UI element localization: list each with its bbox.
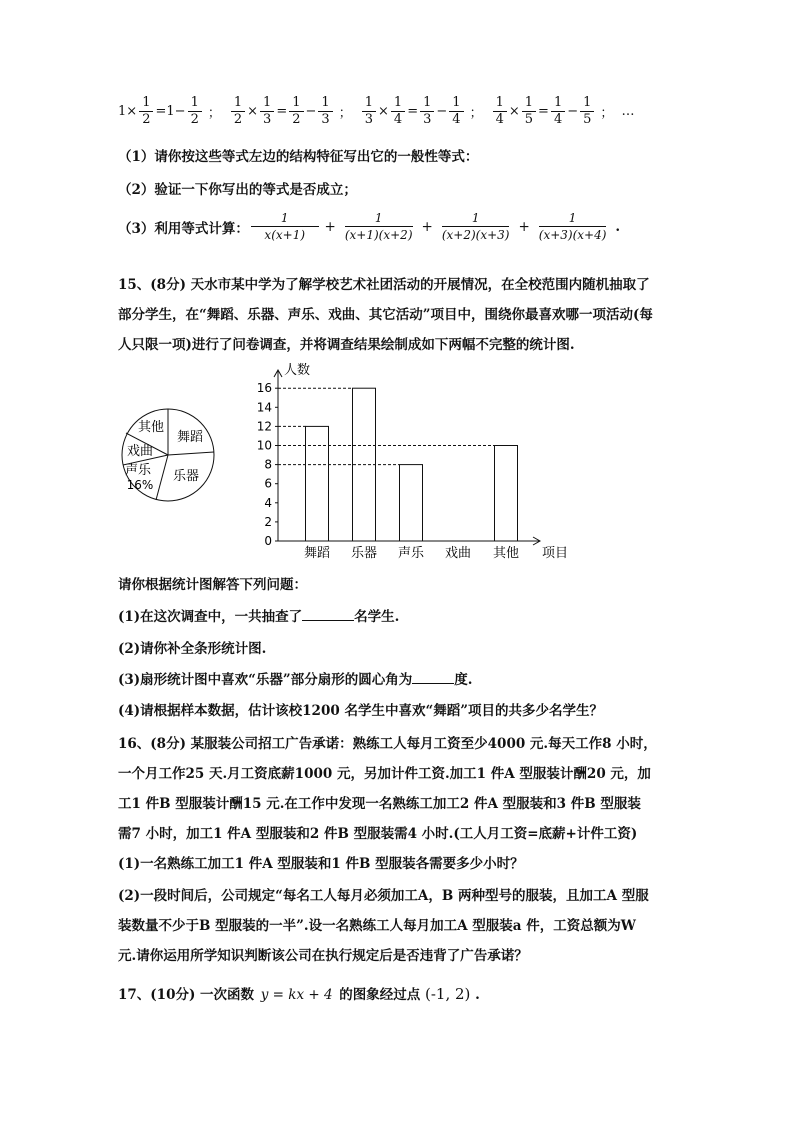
x-axis-label: 项目 <box>542 546 569 561</box>
q15-q3: (3)扇形统计图中喜欢“乐器”部分扇形的圆心角为 度. <box>118 672 473 688</box>
y-tick-label: 10 <box>256 438 272 453</box>
q15-line1: 15、(8分) 天水市某中学为了解学校艺术社团活动的开展情况，在全校范围内随机抽取了 <box>118 277 650 293</box>
x-tick-label: 戏曲 <box>444 546 472 561</box>
bar-chart <box>250 360 580 565</box>
pie-label-qita: 其他 <box>137 420 165 435</box>
q17-point: (-1, 2) <box>424 985 471 1003</box>
q15-prompt: 请你根据统计图解答下列问题： <box>118 577 307 593</box>
y-tick-label: 0 <box>264 534 272 548</box>
q17-line1: 17、(10分) 一次函数 y = kx + 4 的图象经过点 (-1, 2) . <box>118 985 480 1003</box>
q14-part2: （2）验证一下你写出的等式是否成立； <box>118 182 357 198</box>
y-tick-label: 4 <box>264 495 272 510</box>
q14-part3: （3）利用等式计算： $\frac{1}{x(x+1)}$ + $\frac{1}{(x+1)(x+2)}$ + $\frac{1}{(x+2)(x+3)}$ + $\frac{1}{(x+3)(x+4)}$ . <box>118 211 621 242</box>
y-tick-label: 12 <box>256 419 272 434</box>
bar <box>495 446 518 542</box>
x-tick-label: 舞蹈 <box>303 546 331 561</box>
q16-line3: 工1 件B 型服装计酬15 元.在工作中发现一名熟练工加工2 件A 型服装和3 件B 型服装 <box>118 796 641 812</box>
bar <box>306 426 329 541</box>
q15-q4: (4)请根据样本数据，估计该校1200 名学生中喜欢“舞蹈”项目的共多少名学生？ <box>118 703 603 719</box>
y-tick-label: 8 <box>264 457 272 472</box>
y-tick-label: 16 <box>256 381 272 396</box>
pie-label-yueqi: 乐器 <box>172 469 200 484</box>
x-tick-label: 其他 <box>492 546 520 561</box>
y-axis-label: 人数 <box>284 363 311 378</box>
y-tick-label: 2 <box>264 514 272 529</box>
pie-chart <box>118 405 218 505</box>
y-tick-label: 14 <box>256 400 272 415</box>
q16-line2: 一个月工作25 天.月工资底薪1000 元，另加计件工资.加工1 件A 型服装计酬20 元，加 <box>118 766 651 782</box>
q16-q2-l2: 装数量不少于B 型服装的一半”.设一名熟练工人每月加工A 型服装a 件，工资总额为W <box>118 918 636 934</box>
bar <box>400 465 423 541</box>
pie-label-shengyue-pct: 16% <box>126 478 154 492</box>
q15-line2: 部分学生，在“舞蹈、乐器、声乐、戏曲、其它活动”项目中，围绕你最喜欢哪一项活动(每 <box>118 307 653 323</box>
x-tick-label: 声乐 <box>397 546 425 561</box>
x-tick-label: 乐器 <box>350 546 378 561</box>
q16-q2-l3: 元.请你运用所学知识判断该公司在执行规定后是否违背了广告承诺？ <box>118 948 528 964</box>
pie-label-wudao: 舞蹈 <box>176 430 204 445</box>
y-tick-label: 6 <box>264 476 272 491</box>
q16-line4: 需7 小时，加工1 件A 型服装和2 件B 型服装需4 小时.(工人月工资=底薪+计件工资) <box>118 826 638 842</box>
series-formula: 1 × $\frac{1}{2}$ = 1 − $\frac{1}{2}$ ； $\frac{1}{2}$ × $\frac{1}{3}$ = $\frac{1}{2}$ − $\frac{1}{3}$ ； $\frac{1}{3}$ × $\frac{1}{4}$ = $\frac{1}{3}$ − $\frac{1}{4}$ ； $\frac{1}{4}$ × $\frac{1}{5}$ = $\frac{1}{4}$ − $\frac{1}{5}$ ； … <box>118 95 635 127</box>
q16-line1: 16、(8分) 某服装公司招工广告承诺：熟练工人每月工资至少4000 元.每天工作8 小时， <box>118 736 657 752</box>
pie-label-xiqu: 戏曲 <box>126 444 154 459</box>
q15-q1: (1)在这次调查中，一共抽查了 名学生. <box>118 609 400 625</box>
q15-q2: (2)请你补全条形统计图. <box>118 641 267 657</box>
q14-part1: （1）请你按这些等式左边的结构特征写出它的一般性等式： <box>118 149 479 165</box>
q16-q1: (1)一名熟练工加工1 件A 型服装和1 件B 型服装各需要多少小时？ <box>118 856 524 872</box>
q15-line3: 人只限一项)进行了问卷调查，并将调查结果绘制成如下两幅不完整的统计图. <box>118 337 575 353</box>
q17-formula: y = kx + 4 <box>260 987 333 1003</box>
pie-label-shengyue: 声乐 <box>124 463 152 478</box>
q16-q2-l1: (2)一段时间后，公司规定“每名工人每月必须加工A，B 两种型号的服装，且加工A 型服 <box>118 888 649 904</box>
